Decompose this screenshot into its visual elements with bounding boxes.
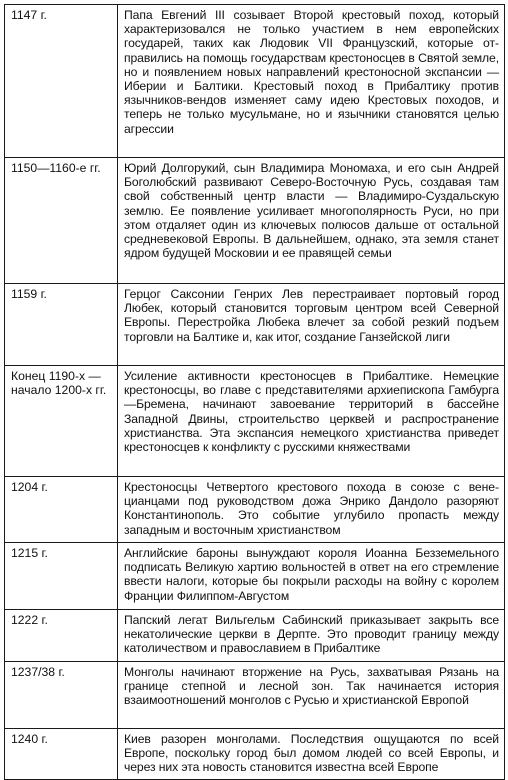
event-date: Конец 1190-х — начало 1200-х гг. xyxy=(5,366,118,477)
event-date: 1237/38 г. xyxy=(5,662,118,729)
chronology-table-body xyxy=(5,5,505,780)
event-description: Папа Евгений III созывает Второй крестовый поход, который характеризовался не только участием в нем европейских государей, таких как Людовик VII Французский, которые отправились на помощь государствам крестоносцев в Святой земле, но и появлением новых направлений крестоносной экспансии — Иберии и Балтики. Крестовый поход в Прибалтику против язычников-вендов изменяет саму идею Крестовых походов, и теперь не только мусульмане, но и язычники становятся целью агрессии xyxy=(118,5,505,158)
event-description: Киев разорен монголами. Последствия ощущаются по всей Европе, поскольку город был домом людей со всей Европы, и через них эта новость становится известна всей Европе xyxy=(118,729,505,780)
event-date: 1204 г. xyxy=(5,477,118,543)
event-description: Герцог Саксонии Генрих Лев перестраивает портовый город Любек, который становится торговым центром всей Северной Европы. Перестройка Любека влечет за собой резкий подъем торговли на Балтике и, как итог, создание Ганзейской лиги xyxy=(118,284,505,366)
event-date: 1150—1160-е гг. xyxy=(5,158,118,284)
event-date: 1215 г. xyxy=(5,543,118,610)
table-row xyxy=(5,158,505,284)
event-date: 1240 г. xyxy=(5,729,118,780)
table-row xyxy=(5,729,505,780)
event-description: Усиление активности крестоносцев в Прибалтике. Немецкие крестоносцы, во главе с представителями архиепископа Гамбурга—Бремена, начинают завоевание территорий в бассейне Западной Двины, строительство церквей и распространение христианства. Эта экспансия немецкого христианства приведет крестоносцев к конфликту с русскими княжествами xyxy=(118,366,505,477)
table-row xyxy=(5,662,505,729)
event-description: Монголы начинают вторжение на Русь, захватывая Рязань на границе степной и лесной зон. Так начинается история взаимоотношений монголов с Русью и христианской Европой xyxy=(118,662,505,729)
event-description: Юрий Долгорукий, сын Владимира Мономаха, и его сын Андрей Боголюбский развивают Северо-Восточную Русь, создавая там свой собственный центр власти — Владимиро-Суздальскую землю. Ее появление усиливает многополярность Руси, но при этом отдаляет один из ключевых полюсов дальше от остальной средневековой Европы. В дальнейшем, однако, эта земля станет ядром будущей Московии и ее правящей семьи xyxy=(118,158,505,284)
event-description: Крестоносцы Четвертого крестового похода в союзе с венецианцами под руководством дожа Энрико Дандоло разоряют Константинополь. Это событие углубило пропасть между западным и восточным христианством xyxy=(118,477,505,543)
event-date: 1159 г. xyxy=(5,284,118,366)
table-row xyxy=(5,5,505,158)
event-description: Английские бароны вынуждают короля Иоанна Безземельного подписать Великую хартию вольностей в ответ на его стремление ввести налоги, которые бы покрыли расходы на войну с королем Франции Филиппом-Августом xyxy=(118,543,505,610)
table-row xyxy=(5,284,505,366)
chronology-table xyxy=(4,4,505,780)
event-description: Папский легат Вильгельм Сабинский приказывает закрыть все некатолические церкви в Дерпте. Это проводит границу между католичеством и православием в Прибалтике xyxy=(118,610,505,662)
table-row xyxy=(5,543,505,610)
event-date: 1147 г. xyxy=(5,5,118,158)
table-row xyxy=(5,610,505,662)
event-date: 1222 г. xyxy=(5,610,118,662)
table-row xyxy=(5,366,505,477)
table-row xyxy=(5,477,505,543)
